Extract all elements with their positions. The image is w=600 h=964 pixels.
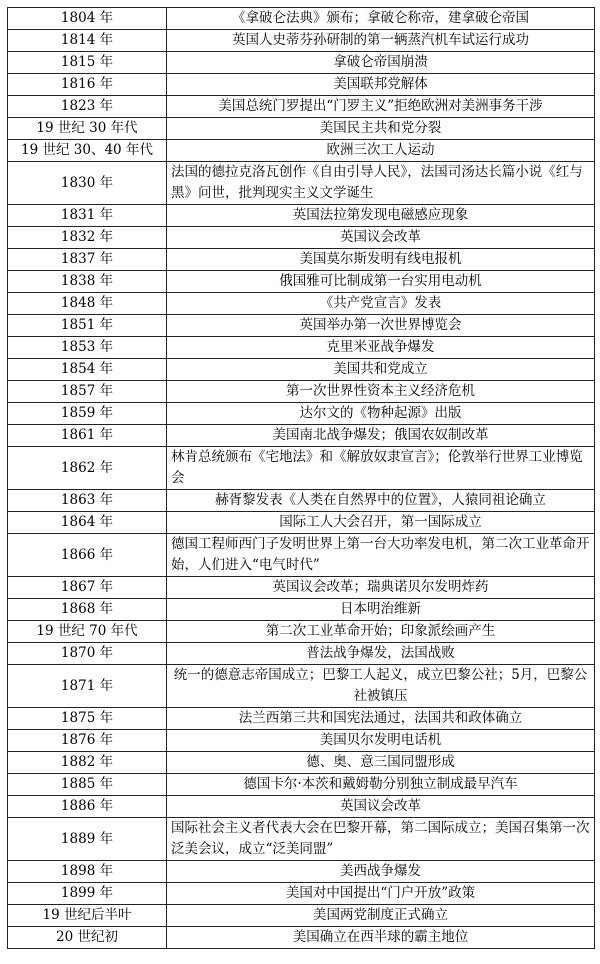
event-cell: 第二次工业革命开始；印象派绘画产生 <box>167 621 595 643</box>
date-cell: 1871 年 <box>8 665 167 708</box>
event-cell: 美国对中国提出“门户开放”政策 <box>167 883 595 905</box>
event-cell: 美国总统门罗提出“门罗主义”拒绝欧洲对美洲事务干涉 <box>167 96 595 118</box>
event-cell: 英国议会改革 <box>167 796 595 818</box>
date-cell: 1862 年 <box>8 447 167 490</box>
table-row <box>8 577 595 599</box>
date-cell: 1815 年 <box>8 52 167 74</box>
table-row <box>8 140 595 162</box>
date-cell: 19 世纪 30 年代 <box>8 118 167 140</box>
event-cell: 克里米亚战争爆发 <box>167 337 595 359</box>
date-cell: 1859 年 <box>8 403 167 425</box>
event-cell: 国际工人大会召开，第一国际成立 <box>167 512 595 534</box>
date-cell: 1832 年 <box>8 227 167 249</box>
table-row <box>8 490 595 512</box>
event-cell: 英国举办第一次世界博览会 <box>167 315 595 337</box>
table-row <box>8 359 595 381</box>
event-cell: 林肯总统颁布《宅地法》和《解放奴隶宣言》；伦敦举行世界工业博览会 <box>167 447 595 490</box>
table-row <box>8 315 595 337</box>
event-cell: 德、奥、意三国同盟形成 <box>167 752 595 774</box>
event-cell: 美国南北战争爆发；俄国农奴制改革 <box>167 425 595 447</box>
table-row <box>8 708 595 730</box>
date-cell: 1837 年 <box>8 249 167 271</box>
table-row <box>8 883 595 905</box>
date-cell: 1853 年 <box>8 337 167 359</box>
date-cell: 1898 年 <box>8 861 167 883</box>
event-cell: 德国卡尔·本茨和戴姆勒分别独立制成最早汽车 <box>167 774 595 796</box>
table-row <box>8 293 595 315</box>
date-cell: 1823 年 <box>8 96 167 118</box>
table-row <box>8 162 595 205</box>
table-row <box>8 665 595 708</box>
table-row <box>8 96 595 118</box>
date-cell: 1889 年 <box>8 818 167 861</box>
event-cell: 《拿破仑法典》颁布；拿破仑称帝，建拿破仑帝国 <box>167 8 595 30</box>
event-cell: 美国共和党成立 <box>167 359 595 381</box>
table-row <box>8 752 595 774</box>
date-cell: 1875 年 <box>8 708 167 730</box>
table-row <box>8 337 595 359</box>
event-cell: 拿破仑帝国崩溃 <box>167 52 595 74</box>
event-cell: 俄国雅可比制成第一台实用电动机 <box>167 271 595 293</box>
table-row <box>8 8 595 30</box>
event-cell: 赫胥黎发表《人类在自然界中的位置》，人猿同祖论确立 <box>167 490 595 512</box>
event-cell: 欧洲三次工人运动 <box>167 140 595 162</box>
date-cell: 19 世纪后半叶 <box>8 905 167 927</box>
table-row <box>8 796 595 818</box>
table-row <box>8 249 595 271</box>
table-row <box>8 403 595 425</box>
event-cell: 国际社会主义者代表大会在巴黎开幕，第二国际成立；美国召集第一次泛美会议，成立“泛美同盟” <box>167 818 595 861</box>
event-cell: 德国工程师西门子发明世界上第一台大功率发电机，第二次工业革命开始，人们进入“电气时代” <box>167 534 595 577</box>
date-cell: 19 世纪 70 年代 <box>8 621 167 643</box>
date-cell: 1876 年 <box>8 730 167 752</box>
event-cell: 美国联邦党解体 <box>167 74 595 96</box>
event-cell: 美国贝尔发明电话机 <box>167 730 595 752</box>
timeline-body <box>8 8 595 949</box>
event-cell: 英国人史蒂芬孙研制的第一辆蒸汽机车试运行成功 <box>167 30 595 52</box>
table-row <box>8 447 595 490</box>
table-row <box>8 534 595 577</box>
date-cell: 1848 年 <box>8 293 167 315</box>
date-cell: 1816 年 <box>8 74 167 96</box>
table-row <box>8 905 595 927</box>
table-row <box>8 512 595 534</box>
event-cell: 美国确立在西半球的霸主地位 <box>167 927 595 949</box>
date-cell: 1857 年 <box>8 381 167 403</box>
date-cell: 20 世纪初 <box>8 927 167 949</box>
table-row <box>8 643 595 665</box>
date-cell: 1863 年 <box>8 490 167 512</box>
table-row <box>8 621 595 643</box>
table-row <box>8 227 595 249</box>
date-cell: 1868 年 <box>8 599 167 621</box>
table-row <box>8 927 595 949</box>
table-row <box>8 818 595 861</box>
event-cell: 英国法拉第发现电磁感应现象 <box>167 205 595 227</box>
date-cell: 19 世纪 30、40 年代 <box>8 140 167 162</box>
event-cell: 法国的德拉克洛瓦创作《自由引导人民》，法国司汤达长篇小说《红与黑》问世，批判现实主义文学诞生 <box>167 162 595 205</box>
event-cell: 第一次世界性资本主义经济危机 <box>167 381 595 403</box>
date-cell: 1870 年 <box>8 643 167 665</box>
date-cell: 1851 年 <box>8 315 167 337</box>
timeline-table <box>7 7 595 949</box>
date-cell: 1866 年 <box>8 534 167 577</box>
event-cell: 美西战争爆发 <box>167 861 595 883</box>
date-cell: 1830 年 <box>8 162 167 205</box>
table-row <box>8 30 595 52</box>
table-row <box>8 861 595 883</box>
event-cell: 美国民主共和党分裂 <box>167 118 595 140</box>
date-cell: 1861 年 <box>8 425 167 447</box>
event-cell: 英国议会改革；瑞典诺贝尔发明炸药 <box>167 577 595 599</box>
table-row <box>8 774 595 796</box>
table-row <box>8 118 595 140</box>
date-cell: 1804 年 <box>8 8 167 30</box>
date-cell: 1867 年 <box>8 577 167 599</box>
event-cell: 统一的德意志帝国成立；巴黎工人起义，成立巴黎公社；5月，巴黎公社被镇压 <box>167 665 595 708</box>
table-row <box>8 74 595 96</box>
event-cell: 法兰西第三共和国宪法通过，法国共和政体确立 <box>167 708 595 730</box>
event-cell: 英国议会改革 <box>167 227 595 249</box>
table-row <box>8 425 595 447</box>
table-row <box>8 599 595 621</box>
table-row <box>8 730 595 752</box>
date-cell: 1854 年 <box>8 359 167 381</box>
date-cell: 1838 年 <box>8 271 167 293</box>
event-cell: 达尔文的《物种起源》出版 <box>167 403 595 425</box>
table-row <box>8 52 595 74</box>
date-cell: 1864 年 <box>8 512 167 534</box>
date-cell: 1831 年 <box>8 205 167 227</box>
event-cell: 普法战争爆发，法国战败 <box>167 643 595 665</box>
table-row <box>8 271 595 293</box>
event-cell: 日本明治维新 <box>167 599 595 621</box>
table-row <box>8 205 595 227</box>
event-cell: 美国莫尔斯发明有线电报机 <box>167 249 595 271</box>
date-cell: 1882 年 <box>8 752 167 774</box>
event-cell: 《共产党宣言》发表 <box>167 293 595 315</box>
event-cell: 美国两党制度正式确立 <box>167 905 595 927</box>
date-cell: 1814 年 <box>8 30 167 52</box>
date-cell: 1886 年 <box>8 796 167 818</box>
date-cell: 1885 年 <box>8 774 167 796</box>
table-row <box>8 381 595 403</box>
date-cell: 1899 年 <box>8 883 167 905</box>
